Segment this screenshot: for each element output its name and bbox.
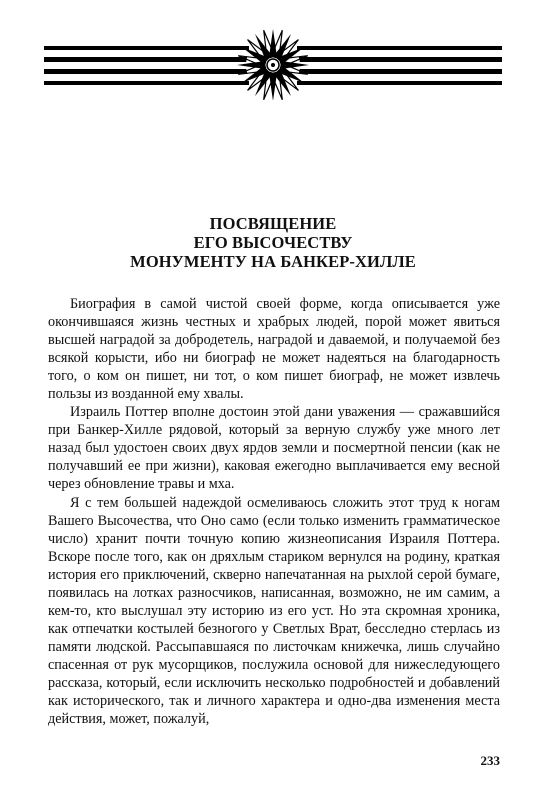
body-text <box>48 295 500 728</box>
dedication-heading <box>60 214 486 271</box>
ornament-header <box>44 28 502 100</box>
paragraph: Израиль Поттер вполне достоин этой дани уважения — сражавшийся при Банкер-Хилле рядовой, который за верную службу уже много лет назад был удостоен своих двух ярдов земли и посмертной пенсии (как не получавший ее при жизни), каковая ежегодно выплачивается ему весной через обновление травы и мха. <box>48 404 500 493</box>
compass-star-icon <box>44 28 502 100</box>
paragraph: Биография в самой чистой своей форме, когда описывается уже окончившаяся жизнь честных и храбрых людей, порой может явиться высшей наградой за добродетель, наградой и даваемой, и получаемой без всякой корысти, ибо ни биограф не может надеяться на благодарность того, о ком он пишет, ни тот, о ком пишет биограф, не может извлечь пользы из возданной ему хвалы. <box>48 296 500 403</box>
heading-line-3: МОНУМЕНТУ НА БАНКЕР-ХИЛЛЕ <box>130 252 416 271</box>
page-number: 233 <box>480 753 500 768</box>
heading-line-2: ЕГО ВЫСОЧЕСТВУ <box>193 233 353 252</box>
paragraph: Я с тем большей надеждой осмеливаюсь сложить этот труд к ногам Вашего Высочества, что Оно само (если только изменить грамматическое число) хранит почти точную копию жизнеописания Израиля Поттера. Вскоре после того, как он дряхлым стариком вернулся на родину, краткая история его приключений, скверно напечатанная на рыхлой серой бумаге, появилась на лотках разносчиков, написанная, возможно, не им самим, а кем-то, кто выслушал эту историю из его уст. Но эта скромная хроника, как отпечатки костылей безногого у Светлых Врат, бесследно стерлась из памяти людской. Рассыпавшаяся по листочкам книжечка, лишь случайно спасенная от рук мусорщиков, послужила основой для нижеследующего рассказа, который, если исключить несколько подробностей и добавлений как исторического, так и личного характера и одно-два изменения места действия, может, пожалуй, <box>48 494 500 728</box>
heading-line-1: ПОСВЯЩЕНИЕ <box>209 214 337 233</box>
